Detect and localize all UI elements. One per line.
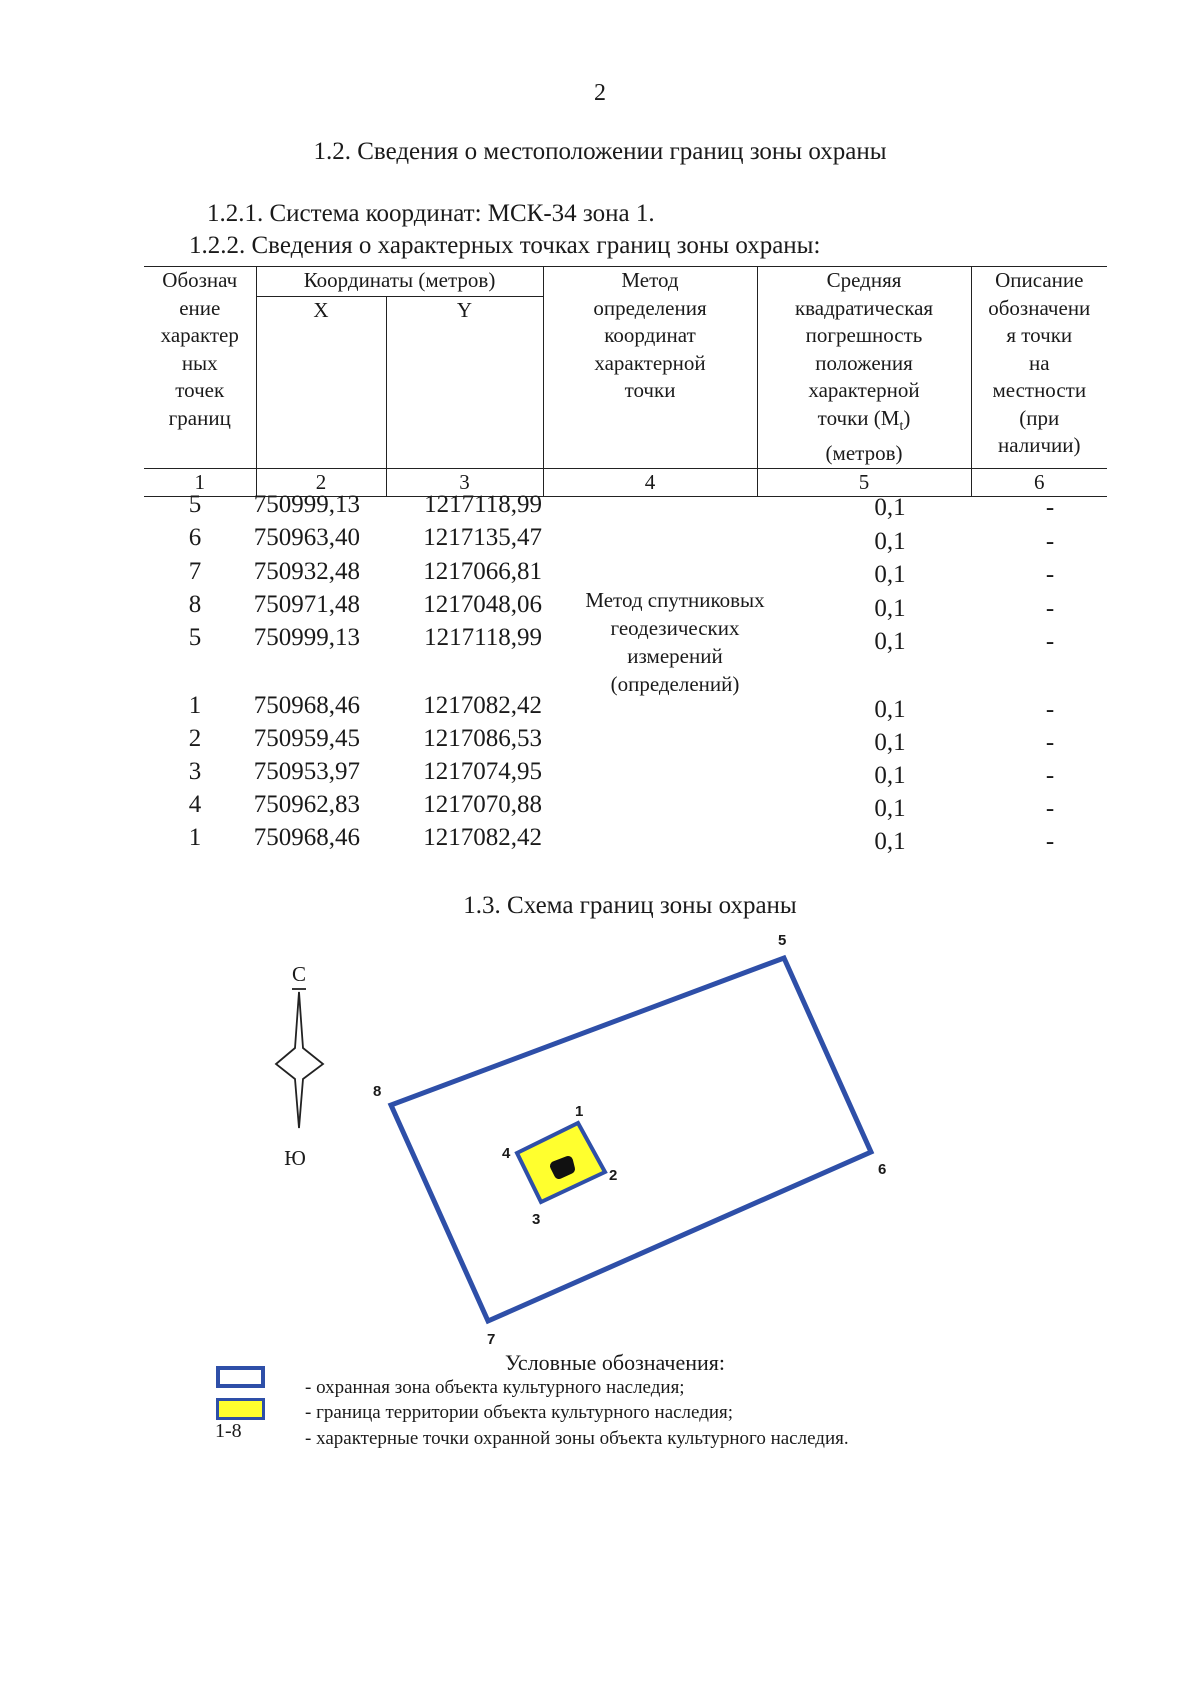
point-description: -	[1045, 628, 1055, 655]
legend-item-points: - характерные точки охранной зоны объекта культурного наследия.	[305, 1428, 849, 1449]
coord-x: 750999,13	[253, 491, 360, 518]
compass-icon	[276, 989, 323, 1128]
point-description: -	[1045, 595, 1055, 622]
point-label-1: 1	[575, 1103, 584, 1120]
header-description: Описание обозначени я точки на местности (при наличии)	[971, 267, 1107, 469]
point-id: 7	[188, 558, 202, 585]
point-id: 2	[188, 725, 202, 752]
coord-y: 1217074,95	[423, 758, 542, 785]
coord-y: 1217135,47	[423, 524, 542, 551]
heritage-object-marker	[555, 1161, 570, 1174]
point-description: -	[1045, 494, 1055, 521]
point-description: -	[1045, 762, 1055, 789]
compass-south-label: Ю	[284, 1146, 306, 1170]
coord-x: 750999,13	[253, 624, 360, 651]
point-description: -	[1045, 795, 1055, 822]
coord-y: 1217082,42	[423, 824, 542, 851]
header-x: X	[256, 296, 386, 468]
point-id: 3	[188, 758, 202, 785]
point-id: 4	[188, 791, 202, 818]
coord-y: 1217082,42	[423, 692, 542, 719]
legend-title: Условные обозначения:	[505, 1350, 726, 1375]
legend-swatch-territory	[216, 1398, 265, 1420]
point-id: 1	[188, 824, 202, 851]
mean-error: 0,1	[874, 628, 906, 655]
header-y: Y	[386, 296, 543, 468]
mean-error: 0,1	[874, 729, 906, 756]
scheme-heading: 1.3. Схема границ зоны охраны	[463, 892, 797, 919]
point-label-6: 6	[878, 1161, 887, 1178]
point-id: 8	[188, 591, 202, 618]
protection-zone-boundary	[391, 958, 871, 1321]
point-description: -	[1045, 561, 1055, 588]
points-heading: 1.2.2. Сведения о характерных точках границ зоны охраны:	[189, 232, 821, 259]
coord-y: 1217118,99	[424, 624, 542, 651]
point-label-3: 3	[532, 1211, 541, 1228]
legend-item-zone: - охранная зона объекта культурного наследия;	[305, 1377, 685, 1398]
coord-x: 750962,83	[253, 791, 360, 818]
mean-error: 0,1	[874, 528, 906, 555]
coordinate-system-line: 1.2.1. Система координат: МСК-34 зона 1.	[207, 200, 655, 227]
point-label-5: 5	[778, 932, 787, 949]
point-description: -	[1045, 696, 1055, 723]
point-description: -	[1045, 528, 1055, 555]
point-label-2: 2	[609, 1167, 618, 1184]
method-cell: Метод спутниковых геодезических измерений (определений)	[585, 588, 765, 696]
coord-y: 1217066,81	[423, 558, 542, 585]
column-number-row: 1 2 3 4 5 6	[144, 468, 1107, 497]
mean-error: 0,1	[874, 795, 906, 822]
header-method: Метод определения координат характерной точки	[543, 267, 757, 469]
point-label-4: 4	[502, 1145, 511, 1162]
legend-swatch-zone	[216, 1366, 265, 1388]
section-heading: 1.2. Сведения о местоположении границ зоны охраны	[313, 138, 887, 165]
mean-error: 0,1	[874, 561, 906, 588]
point-id: 5	[188, 491, 202, 518]
coord-y: 1217070,88	[423, 791, 542, 818]
mean-error: 0,1	[874, 494, 906, 521]
legend-points-label: 1-8	[215, 1420, 242, 1442]
point-id: 1	[188, 692, 202, 719]
coord-x: 750968,46	[253, 692, 360, 719]
mean-error: 0,1	[874, 762, 906, 789]
mean-error: 0,1	[874, 828, 906, 855]
header-mean-error: Средняя квадратическая погрешность положения характерной точки $(M_t)$ (метров)	[757, 267, 971, 469]
point-description: -	[1045, 729, 1055, 756]
coord-x: 750971,48	[253, 591, 360, 618]
point-description: -	[1045, 828, 1055, 855]
point-id: 5	[188, 624, 202, 651]
legend-item-territory: - граница территории объекта культурного наследия;	[305, 1402, 734, 1423]
coord-x: 750953,97	[253, 758, 360, 785]
point-label-7: 7	[487, 1331, 496, 1348]
page-number: 2	[594, 80, 606, 106]
point-label-8: 8	[373, 1083, 382, 1100]
coord-y: 1217086,53	[423, 725, 542, 752]
compass-north-label: С	[291, 962, 307, 986]
coord-y: 1217118,99	[424, 491, 542, 518]
coord-x: 750963,40	[253, 524, 360, 551]
coord-x: 750932,48	[253, 558, 360, 585]
mean-error: 0,1	[874, 696, 906, 723]
coord-x: 750968,46	[253, 824, 360, 851]
coord-y: 1217048,06	[423, 591, 542, 618]
point-id: 6	[188, 524, 202, 551]
mean-error: 0,1	[874, 595, 906, 622]
coord-x: 750959,45	[253, 725, 360, 752]
header-point-designation: Обознач ение характер ных точек границ	[144, 267, 256, 469]
header-coordinates: Координаты (метров)	[256, 267, 543, 297]
